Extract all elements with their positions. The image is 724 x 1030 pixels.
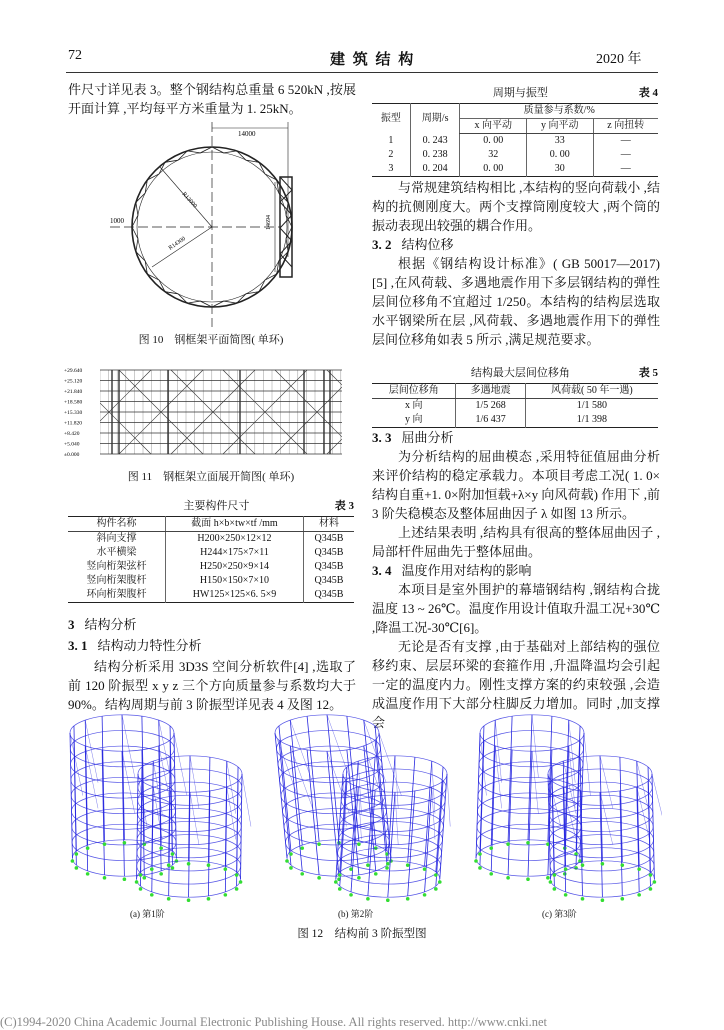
support-node bbox=[489, 872, 493, 876]
level-label: +15.330 bbox=[64, 410, 83, 416]
support-node bbox=[478, 852, 482, 856]
support-node bbox=[649, 873, 653, 877]
copyright-footer: (C)1994-2020 China Academic Journal Electronic Publishing House. All rights reserved. http://www.cnki.net bbox=[0, 1015, 548, 1029]
subcaption-c: (c) 第3阶 bbox=[542, 909, 577, 919]
support-node bbox=[478, 866, 482, 870]
mode-shape-2 bbox=[275, 715, 450, 902]
left-para-31 bbox=[68, 657, 356, 714]
table-5-number: 表 5 bbox=[638, 367, 658, 379]
table-cell: 32 bbox=[460, 148, 527, 162]
support-node bbox=[167, 897, 171, 901]
support-node bbox=[338, 887, 342, 891]
table-row bbox=[68, 532, 354, 547]
table-4-title: 周期与振型 bbox=[492, 87, 548, 99]
support-node bbox=[526, 877, 530, 881]
section-3-4-heading: 3. 4 温度作用对结构的影响 bbox=[372, 563, 532, 578]
support-node bbox=[649, 887, 653, 891]
support-node bbox=[167, 863, 171, 867]
support-node bbox=[86, 872, 90, 876]
support-node bbox=[553, 873, 557, 877]
table-cell: H150×150×7×10 bbox=[165, 574, 303, 588]
header-rule bbox=[66, 72, 658, 73]
table-cell: 0. 00 bbox=[527, 148, 594, 162]
paragraph: 无论是否有支撑 ,由于基础对上部结构的强位移约束、层层环梁的套箍作用 ,升温降温均会引起一定的温度内力。刚性支撑方案的约束较强 ,会造成温度作用下大部分柱脚反力增加。同时 ,加支撑会 bbox=[372, 639, 660, 730]
column bbox=[290, 746, 302, 871]
support-node bbox=[406, 897, 410, 901]
table-row bbox=[372, 413, 658, 428]
dim-left: 1000 bbox=[110, 217, 124, 225]
col-group-header: 质量参与系数/% bbox=[460, 104, 658, 119]
table-cell: H250×250×9×14 bbox=[165, 560, 303, 574]
support-node bbox=[653, 880, 657, 884]
column bbox=[336, 774, 343, 879]
dim-r2: R14300 bbox=[167, 236, 187, 252]
paragraph: 件尺寸详见表 3。整个钢结构总重量 6 520kN ,按展开面计算 ,平均每平方米重量为 1. 25kN。 bbox=[68, 82, 356, 116]
table-cell: — bbox=[593, 162, 658, 177]
support-node bbox=[385, 866, 389, 870]
support-node bbox=[581, 897, 585, 901]
column bbox=[652, 774, 654, 879]
support-node bbox=[289, 866, 293, 870]
table-row bbox=[372, 162, 658, 177]
support-node bbox=[139, 887, 143, 891]
brace bbox=[227, 787, 236, 840]
table-5 bbox=[372, 364, 658, 428]
support-node bbox=[423, 867, 427, 871]
right-text-1 bbox=[372, 178, 660, 349]
support-node bbox=[601, 898, 605, 902]
brace bbox=[495, 746, 501, 809]
section-3-heading: 3 结构分析 bbox=[68, 617, 137, 632]
support-node bbox=[289, 852, 293, 856]
col-header: x 向平动 bbox=[460, 119, 527, 134]
support-node bbox=[506, 842, 510, 846]
table-row bbox=[372, 399, 658, 414]
column bbox=[307, 716, 319, 841]
paragraph: 本项目是室外围护的幕墙钢结构 ,钢结构合拢温度 13 ~ 26℃。温度作用设计值取升温工况+30℃ ,降温工况-30℃[6]。 bbox=[372, 582, 660, 635]
column bbox=[307, 750, 319, 875]
table-row bbox=[68, 560, 354, 574]
support-node bbox=[75, 852, 79, 856]
support-node bbox=[438, 880, 442, 884]
table-row bbox=[68, 546, 354, 560]
support-node bbox=[574, 866, 578, 870]
table-cell: 0. 204 bbox=[410, 162, 460, 177]
support-node bbox=[349, 893, 353, 897]
mode-shape-3 bbox=[474, 715, 662, 902]
page-number: 72 bbox=[68, 48, 82, 63]
support-node bbox=[601, 862, 605, 866]
support-node bbox=[564, 893, 568, 897]
support-node bbox=[123, 877, 127, 881]
support-node bbox=[620, 897, 624, 901]
support-node bbox=[349, 867, 353, 871]
table-cell: 1 bbox=[388, 134, 394, 146]
table-cell: 2 bbox=[388, 149, 394, 160]
table-3-number: 表 3 bbox=[334, 500, 354, 512]
support-node bbox=[187, 898, 191, 902]
support-node bbox=[187, 862, 191, 866]
col-header: 多遇地震 bbox=[456, 384, 525, 399]
journal-title: 建 筑 结 构 bbox=[330, 52, 416, 68]
table-cell: H200×250×12×12 bbox=[165, 532, 303, 547]
support-node bbox=[546, 842, 550, 846]
support-node bbox=[300, 846, 304, 850]
support-node bbox=[285, 859, 289, 863]
support-node bbox=[434, 873, 438, 877]
figure-10-plan bbox=[110, 122, 350, 332]
col-header: 周期/s bbox=[410, 104, 460, 134]
table-cell: 斜向支撑 bbox=[96, 533, 137, 544]
support-node bbox=[489, 846, 493, 850]
support-node bbox=[235, 873, 239, 877]
support-node bbox=[386, 898, 390, 902]
support-node bbox=[123, 841, 127, 845]
support-node bbox=[103, 876, 107, 880]
table-cell: 1/1 580 bbox=[525, 399, 658, 414]
support-node bbox=[526, 841, 530, 845]
support-node bbox=[357, 876, 361, 880]
support-node bbox=[235, 887, 239, 891]
table-cell: 1/1 398 bbox=[525, 413, 658, 428]
support-node bbox=[581, 863, 585, 867]
brace bbox=[584, 733, 590, 796]
column bbox=[290, 720, 302, 845]
support-node bbox=[423, 893, 427, 897]
support-node bbox=[474, 859, 478, 863]
table-cell: 环向桁架腹杆 bbox=[86, 589, 147, 600]
column bbox=[275, 733, 287, 858]
mode-shape-1 bbox=[70, 715, 251, 902]
support-node bbox=[207, 897, 211, 901]
support-node bbox=[103, 842, 107, 846]
year: 2020 年 bbox=[596, 52, 642, 67]
support-node bbox=[374, 872, 378, 876]
figure-11-caption: 图 11 钢框架立面展开简图( 单环) bbox=[127, 471, 295, 483]
support-node bbox=[434, 887, 438, 891]
support-node bbox=[300, 872, 304, 876]
support-node bbox=[139, 873, 143, 877]
table-row bbox=[372, 148, 658, 162]
support-node bbox=[224, 867, 228, 871]
brace bbox=[447, 774, 450, 827]
support-node bbox=[357, 842, 361, 846]
table-4 bbox=[372, 84, 658, 177]
support-node bbox=[546, 876, 550, 880]
paragraph: 与常规建筑结构相比 ,本结构的竖向荷载小 ,结构的抗侧刚度大。两个支撑筒刚度较大 ,两个筒的振动表现出较强的耦合作用。 bbox=[372, 180, 660, 233]
support-node bbox=[159, 872, 163, 876]
support-node bbox=[637, 867, 641, 871]
table-cell: 33 bbox=[527, 134, 594, 149]
paragraph: 上述结果表明 ,结构具有很高的整体屈曲因子 ,局部杆件屈曲先于整体屈曲。 bbox=[372, 525, 660, 559]
col-header: z 向扭转 bbox=[593, 119, 658, 134]
level-label: +29.640 bbox=[64, 368, 83, 374]
table-cell: Q345B bbox=[304, 574, 354, 588]
column bbox=[279, 726, 291, 851]
table-cell: 0. 00 bbox=[460, 162, 527, 177]
table-cell: 0. 00 bbox=[460, 134, 527, 149]
figure-12-mode-shapes bbox=[62, 714, 662, 904]
support-node bbox=[506, 876, 510, 880]
level-label: ±0.000 bbox=[64, 452, 80, 458]
support-node bbox=[549, 880, 553, 884]
column bbox=[476, 733, 480, 858]
section-3-2-heading: 3. 2 结构位移 bbox=[372, 237, 454, 252]
column bbox=[491, 746, 495, 871]
level-label: +11.820 bbox=[64, 420, 83, 427]
table-row bbox=[68, 574, 354, 588]
dim-r1: R13000 bbox=[180, 191, 198, 210]
support-node bbox=[75, 866, 79, 870]
column bbox=[436, 767, 443, 872]
support-node bbox=[71, 859, 75, 863]
table-cell: Q345B bbox=[304, 532, 354, 547]
table-cell: 3 bbox=[388, 163, 394, 174]
brace bbox=[174, 733, 187, 796]
figure-10-caption: 图 10 钢框架平面简图( 单环) bbox=[138, 334, 284, 346]
support-node bbox=[406, 863, 410, 867]
figure-12-caption: 图 12 结构前 3 阶振型图 bbox=[297, 928, 427, 940]
table-row bbox=[68, 588, 354, 603]
paragraph: 根据《钢结构设计标准》( GB 50017—2017) [5] ,在风荷载、多遇地震作用下多层钢结构的弹性层间位移角不宜超过 1/250。本结构的结构层选取水平钢梁所在层 ,风荷载、多遇地震作用下的弹性层间位移角如表 5 所示 ,满足规范要求。 bbox=[372, 256, 660, 347]
table-cell: 0. 238 bbox=[410, 148, 460, 162]
column bbox=[425, 761, 432, 866]
col-header: 振型 bbox=[380, 112, 401, 124]
subcaption-a: (a) 第1阶 bbox=[130, 909, 165, 919]
table-cell: — bbox=[593, 148, 658, 162]
column bbox=[440, 774, 447, 879]
column bbox=[364, 720, 376, 845]
subcaption-b: (b) 第2阶 bbox=[338, 909, 374, 919]
brace bbox=[85, 720, 98, 783]
col-header: 构件名称 bbox=[68, 517, 165, 532]
brace bbox=[495, 720, 501, 783]
level-label: +8.420 bbox=[64, 431, 80, 437]
col-header: 风荷载( 50 年一遇) bbox=[525, 384, 658, 399]
col-header: y 向平动 bbox=[527, 119, 594, 134]
table-cell: x 向 bbox=[404, 400, 423, 411]
support-node bbox=[620, 863, 624, 867]
support-node bbox=[563, 872, 567, 876]
table-cell: Q345B bbox=[304, 588, 354, 603]
dim-right: 14694 bbox=[266, 215, 272, 230]
table-cell: Q345B bbox=[304, 560, 354, 574]
support-node bbox=[159, 846, 163, 850]
section-3-3-heading: 3. 3 屈曲分析 bbox=[372, 430, 454, 445]
support-node bbox=[171, 866, 175, 870]
table-4-number: 表 4 bbox=[638, 87, 658, 99]
support-node bbox=[142, 876, 146, 880]
table-cell: 竖向桁架弦杆 bbox=[86, 561, 147, 572]
right-text-2 bbox=[372, 428, 660, 732]
support-node bbox=[366, 897, 370, 901]
brace bbox=[85, 746, 98, 809]
support-node bbox=[366, 863, 370, 867]
table-cell: 0. 243 bbox=[410, 134, 460, 149]
support-node bbox=[171, 852, 175, 856]
section-3-1-heading: 3. 1 结构动力特性分析 bbox=[68, 638, 202, 653]
table-row bbox=[372, 134, 658, 149]
level-label: +5.040 bbox=[64, 441, 80, 448]
support-node bbox=[637, 893, 641, 897]
brace bbox=[432, 761, 435, 814]
table-cell: 竖向桁架腹杆 bbox=[86, 575, 147, 586]
support-node bbox=[86, 846, 90, 850]
brace bbox=[569, 720, 575, 783]
table-cell: — bbox=[593, 134, 658, 149]
paragraph: 为分析结构的屈曲模态 ,采用特征值屈曲分析来评价结构的稳定承载力。本项目考虑工况( 1. 0×结构自重+1. 0×附加恒载+λ×y 向风荷载) 作用下 ,前 3 阶失稳模态及整体屈曲因子 λ 如图 13 所示。 bbox=[372, 449, 660, 521]
column bbox=[491, 720, 495, 845]
table-cell: 水平横梁 bbox=[96, 547, 137, 558]
support-node bbox=[150, 893, 154, 897]
dim-top: 14000 bbox=[238, 130, 256, 138]
brace bbox=[432, 787, 435, 840]
paragraph: 结构分析采用 3D3S 空间分析软件[4] ,选取了前 120 阶振型 x y z 三个方向质量参与系数均大于 90%。结构周期与前 3 阶振型详见表 4 及图 12。 bbox=[68, 659, 356, 712]
support-node bbox=[338, 873, 342, 877]
support-node bbox=[317, 876, 321, 880]
support-node bbox=[224, 893, 228, 897]
support-node bbox=[317, 842, 321, 846]
level-label: +21.840 bbox=[64, 389, 83, 395]
level-label: +25.120 bbox=[64, 378, 83, 385]
figure-11-elevation bbox=[64, 362, 354, 460]
table-cell: 1/5 268 bbox=[456, 399, 525, 414]
column bbox=[375, 740, 387, 865]
table-cell: 1/6 437 bbox=[456, 413, 525, 428]
support-node bbox=[150, 867, 154, 871]
col-header: 材料 bbox=[304, 517, 354, 532]
brace bbox=[242, 774, 251, 827]
support-node bbox=[239, 880, 243, 884]
table-cell: 30 bbox=[527, 162, 594, 177]
support-node bbox=[564, 867, 568, 871]
table-cell: HW125×125×6. 5×9 bbox=[165, 588, 303, 603]
brace bbox=[637, 761, 650, 814]
support-node bbox=[386, 862, 390, 866]
support-node bbox=[207, 863, 211, 867]
support-node bbox=[135, 880, 139, 884]
support-node bbox=[553, 887, 557, 891]
left-intro bbox=[68, 80, 356, 118]
level-label: +18.580 bbox=[64, 399, 83, 406]
table-cell: Q345B bbox=[304, 546, 354, 560]
col-header: 层间位移角 bbox=[372, 384, 456, 399]
support-node bbox=[334, 880, 338, 884]
table-3 bbox=[68, 497, 354, 603]
table-cell: y 向 bbox=[404, 414, 423, 425]
table-5-title: 结构最大层间位移角 bbox=[470, 367, 570, 379]
brace bbox=[652, 774, 662, 827]
col-header: 截面 h×b×tw×tf /mm bbox=[165, 517, 303, 532]
table-3-title: 主要构件尺寸 bbox=[183, 500, 250, 512]
column bbox=[170, 726, 172, 851]
brace bbox=[70, 733, 83, 796]
table-cell: H244×175×7×11 bbox=[165, 546, 303, 560]
brace bbox=[227, 761, 236, 814]
